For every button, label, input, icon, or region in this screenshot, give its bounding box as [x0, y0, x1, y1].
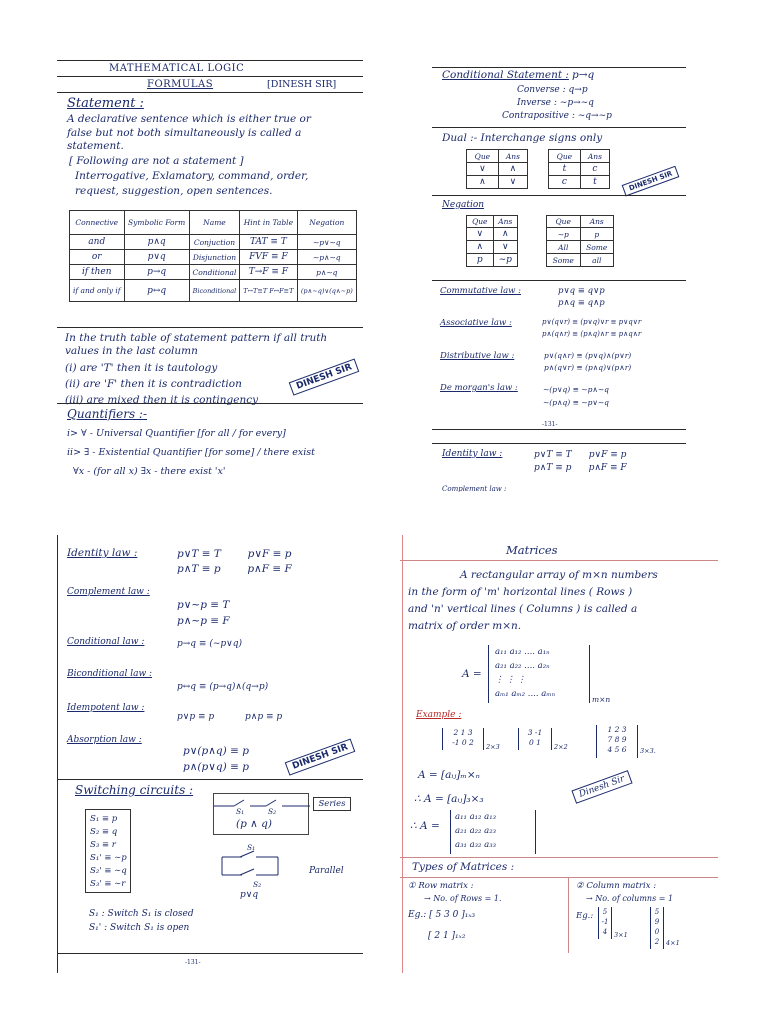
identity-lines: p∨T ≡ T p∨F ≡ p p∧T ≡ p p∧F ≡ F [177, 548, 292, 575]
switch-notes: S₁ : Switch S₁ is closed S₁' : Switch S₁ is open [89, 909, 194, 933]
parallel-s1-label: S₁ [247, 843, 256, 852]
example-2-order: 2×2 [554, 743, 568, 751]
complement-heading: Complement law : [67, 587, 150, 597]
biconditional-line: p↔q ≡ (p→q)∧(q→p) [177, 682, 269, 692]
parallel-s2-label: S₂ [253, 880, 262, 889]
margin-line [402, 535, 403, 973]
idempotent-line-1: p∨p ≡ p [177, 712, 215, 722]
negation-table-1: Que Ans ∨ ∧ ∧ ∨ p ∼p [466, 215, 518, 267]
table-header: Name [189, 211, 239, 235]
divider [57, 60, 363, 61]
row-matrix-example-2: [ 2 1 ]₁ₓ₂ [428, 931, 466, 941]
parallel-label: Parallel [309, 866, 344, 876]
aij-3x3: ∴ A = [aᵢⱼ]₃×₃ [414, 793, 484, 805]
absorption-lines: p∨(p∧q) ≡ p p∧(p∨q) ≡ p [183, 745, 249, 773]
author-stamp: DINESH SIR [285, 738, 356, 775]
switch-definitions: S₁ ≡ p S₂ ≡ q S₃ ≡ r S₁' ≡ ∼p S₂' ≡ ∼q S₃' ≡ ∼r [85, 809, 131, 893]
divider [432, 127, 686, 128]
s1-label: S₁ [236, 807, 245, 816]
matrix-general: a₁₁ a₁₂ .... a₁ₙ a₂₁ a₂₂ .... a₂ₙ ⋮ ⋮ ⋮ aₘ₁ aₘ₂ .... aₘₙ [488, 645, 590, 703]
divider [432, 67, 686, 68]
divider [57, 76, 363, 77]
author-stamp: Dinesh Sir [571, 770, 632, 804]
divider [57, 327, 363, 328]
s2-label: S₂ [268, 807, 277, 816]
matrix-3x3: a₁₁ a₁₂ a₁₃ a₂₁ a₂₂ a₂₃ a₃₁ a₃₂ a₃₃ [450, 810, 536, 854]
example-3-order: 3×3. [640, 747, 656, 755]
divider [57, 953, 363, 954]
column-matrix-heading: ② Column matrix : [576, 881, 657, 891]
column-example-1-order: 3×1 [614, 931, 628, 939]
not-statement-heading: [ Following are not a statement ] [69, 155, 244, 167]
matrix-a-label: A = [462, 668, 482, 680]
divider [57, 403, 363, 404]
table-row: if then p→q Conditional T→F ≡ F p∧∼q [70, 265, 357, 280]
negation-heading: Negation [442, 200, 485, 210]
divider [400, 857, 718, 858]
page-subtitle: FORMULAS [147, 79, 214, 90]
divider [432, 429, 686, 430]
page-matrices [400, 535, 718, 973]
idempotent-line-2: p∧p ≡ p [245, 712, 283, 722]
quantifiers-list: i> ∀ - Universal Quantifier [for all / for every] ii> ∃ - Existential Quantifier [for some] / there exist ∀x - (for all x) ∃x - there exist 'x' [67, 428, 315, 477]
row-matrix-definition: → No. of Rows = 1. [424, 894, 502, 903]
page-number: -131- [185, 959, 201, 966]
biconditional-heading: Biconditional law : [67, 669, 153, 679]
table-row: if and only if p↔q Biconditional T↔T≡T F↔F≡T (p∧∼q)∨(q∧∼p) [70, 280, 357, 302]
divider [432, 195, 686, 196]
conditional-law-line: p→q ≡ (∼p∨q) [177, 639, 242, 649]
statement-definition: A declarative sentence which is either true or false but not both simultaneously is called a statement. [67, 113, 311, 152]
dual-table-2: Que Ans t c c t [548, 149, 610, 189]
page-title: Matrices [506, 543, 558, 557]
dual-table-1: Que Ans ∨ ∧ ∧ ∨ [466, 149, 528, 189]
column-matrix-definition: → No. of columns = 1 [586, 894, 674, 903]
divider [432, 443, 686, 444]
switching-heading: Switching circuits : [75, 783, 194, 797]
conditional-heading: Conditional Statement : [442, 69, 569, 81]
parallel-switch-icon [220, 847, 280, 887]
example-heading: Example : [416, 710, 462, 720]
parallel-circuit [220, 847, 280, 887]
divider [568, 877, 569, 953]
example-matrix-2: 3 -1 0 1 [518, 728, 552, 750]
divider [57, 535, 58, 973]
divider [432, 280, 686, 281]
divider [57, 779, 363, 780]
divider [400, 877, 718, 878]
example-1-order: 2×3 [486, 743, 500, 751]
page-number: -131- [542, 421, 558, 428]
page-logic-laws-circuits [57, 535, 363, 973]
table-header: Connective [70, 211, 125, 235]
divider [57, 92, 363, 93]
truth-table-text: In the truth table of statement pattern if all truth values in the last column [65, 332, 328, 357]
truth-table-list: (i) are 'T' then it is tautology (ii) are 'F' then it is contradiction (iii) are mixed then it is contingency [65, 362, 259, 406]
column-example-2-order: 4×1 [666, 939, 680, 947]
author-label: [DINESH SIR] [267, 79, 337, 90]
table-row: and p∧q Conjuction TAT ≡ T ∼p∨∼q [70, 235, 357, 250]
author-stamp: DINESH SIR [289, 358, 360, 395]
complement-lines: p∨∼p ≡ T p∧∼p ≡ F [177, 599, 230, 627]
conditional-law-heading: Conditional law : [67, 637, 145, 647]
column-example-label: Eg.: [576, 911, 594, 921]
types-heading: Types of Matrices : [412, 861, 515, 873]
row-matrix-example-1: Eg.: [ 5 3 0 ]₁ₓ₃ [408, 910, 476, 920]
identity-heading: Identity law : [442, 449, 503, 459]
column-example-2: 5 9 0 2 [650, 907, 664, 949]
page-title: MATHEMATICAL LOGIC [109, 63, 245, 74]
quantifiers-heading: Quantifiers :- [67, 407, 148, 421]
table-header: Negation [297, 211, 356, 235]
page-logic-formulas [57, 55, 363, 492]
series-expression: (p ∧ q) [236, 818, 272, 830]
negation-table-2: Que Ans ∼p p All Some Some all [546, 215, 614, 267]
identity-lines: p∨T ≡ T p∨F ≡ p p∧T ≡ p p∧F ≡ F [534, 450, 627, 473]
example-matrix-1: 2 1 3 -1 0 2 [442, 728, 484, 750]
matrix-order: m×n [592, 695, 611, 704]
parallel-expression: p∨q [240, 890, 259, 900]
idempotent-heading: Idempotent law : [67, 703, 145, 713]
conditional-main: p→q [572, 69, 595, 81]
table-header: Hint in Table [240, 211, 297, 235]
not-statement-list: Interrogative, Exlamatory, command, order, request, suggestion, open sentences. [75, 170, 309, 197]
divider [400, 560, 718, 561]
series-tag: Series [313, 797, 351, 811]
row-matrix-heading: ① Row matrix : [408, 881, 474, 891]
matrix-3x3-label: ∴ A = [410, 820, 440, 832]
page-logic-laws: Conditional Statement : p→q Converse : q→p Inverse : ∼p→∼q Contrapositive : ∼q→∼p Dual :- Interchange signs only Que Ans ∨ ∧ ∧ ∨ Que Ans t c c t DINESH SIR Negation Que Ans ∨ ∧ ∧ ∨ p ∼p Que Ans ∼p p All Some Some all Commutative law : p∨q ≡ q∨p p∧q ≡ q∧p Associative law : p∨(q∨r) ≡ (p∨q)∨r ≡ p∨q∨r p∧(q∧r) ≡ (p∧q)∧r ≡ p∧q∧r Distributive law : p∨(q∧r) ≡ (p∨q)∧(p∨r) p∧(q∨r) ≡ (p∧q)∨(p∧r) De morgan's law : ∼(p∨q) ≡ ∼p∧∼q ∼(p∧q) ≡ ∼p∨∼q -131- Identity law : p∨T ≡ T p∨F ≡ p p∧T ≡ p p∧F ≡ F Complement law : [432, 55, 686, 492]
matrix-definition: A rectangular array of m×n numbers in the form of 'm' horizontal lines ( Rows ) and 'n' vertical lines ( Columns ) is called a matrix of order m×n. [408, 569, 658, 632]
identity-heading: Identity law : [67, 547, 138, 559]
table-row: or p∨q Disjunction FVF ≡ F ∼p∧∼q [70, 250, 357, 265]
series-circuit [213, 793, 309, 835]
connectives-table [69, 210, 357, 302]
conditional-forms: Converse : q→p Inverse : ∼p→∼q Contrapositive : ∼q→∼p [502, 85, 612, 121]
author-stamp: DINESH SIR [622, 166, 680, 197]
aij-mxn: A = [aᵢⱼ]ₘ×ₙ [418, 769, 480, 781]
table-header: Symbolic Form [124, 211, 189, 235]
example-matrix-3: 1 2 3 7 8 9 4 5 6 [596, 725, 638, 758]
dual-heading: Dual :- Interchange signs only [442, 132, 603, 144]
absorption-heading: Absorption law : [67, 735, 142, 745]
cut-off-heading: Complement law : [442, 485, 507, 492]
statement-heading: Statement : [67, 96, 144, 111]
column-example-1: 5 -1 4 [598, 907, 612, 939]
